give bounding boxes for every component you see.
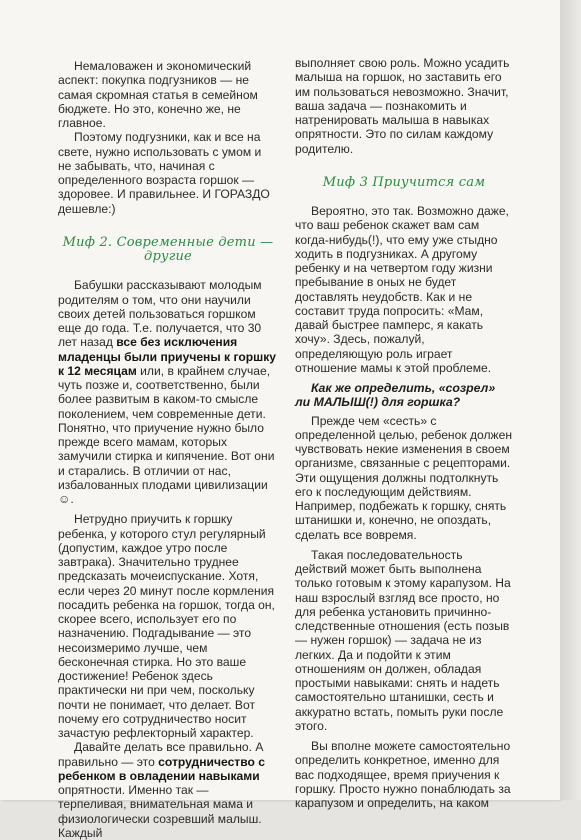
text-span: Бабушки рассказывают молодым родителям о том, что они научили своих детей пользоваться горшком еще до года. Т.е. получается, что 30 лет назад — [58, 278, 262, 350]
text-span: опрятности. Именно так — терпеливая, внимательная мама и физиологически созревший малыш. Каждый — [58, 783, 262, 840]
paragraph-probably: Вероятно, это так. Возможно даже, что ваш ребенок скажет вам сам когда-нибудь(!), что ему уже стыдно ходить в подгузниках. А другому ребенку и на четвертом году жизни пребывание в оных не будет доставлять неудобств. Как и не составит труда попросить: «Мам, давай быстрее памперс, я какать хочу». Здесь, пожалуй, определяющую роль играет отношение мамы к этой проблеме. — [295, 204, 509, 375]
text-span: или, в крайнем случае, чуть позже и, соответственно, были более развитым в каком-то смысле поколением, чем современные дети. Понятно, что приучение нужно было прежде всего мамам, которых замучили стирка и кипячение. Вот они и старались. В отличии от нас, избалованных плодами цивилизации ☺. — [58, 363, 275, 506]
paragraph-cooperation — [58, 740, 278, 840]
subheading-readiness: Как же определить, «созрел» ли МАЛЫШ(!) для горшка? — [295, 381, 496, 410]
left-column — [58, 59, 278, 840]
paragraph-economic-aspect: Немаловажен и экономический аспект: покупка подгузников — не самая скромная статья в семейном бюджете. Но это, конечно же, не главное. — [58, 59, 258, 130]
paragraph-determine-time: Вы вполне можете самостоятельно определить конкретное, именно для вас подходящее, время приучения к горшку. Просто нужно понаблюдать за карапузом и определить, на каком — [295, 739, 511, 810]
paragraph-role: выполняет свою роль. Можно усадить малыша на горшок, но заставить его им пользоваться невозможно. Значит, ваша задача — познакомить и натренировать малыша в навыках опрятности. Это по силам каждому родителю. — [295, 56, 510, 156]
paragraph-regular-stool: Нетрудно приучить к горшку ребенка, у которого стул регулярный (допустим, каждое утро после завтрака). Значительно труднее предсказать мочеиспускание. Хотя, если через 20 минут после кормления посадить ребенка на горшок, тогда он, скорее всего, использует его по назначению. Подгадывание — это несоизмеримо лучше, чем бесконечная стирка. Но это ваше достижение! Ребенок здесь практически ни при чем, поскольку почти не понимает, что делает. Вот почему его сотрудничество носит зачастую рефлекторный характер. — [58, 512, 275, 740]
page-edge — [560, 0, 581, 800]
paragraph-use-wisely: Поэтому подгузники, как и все на свете, нужно использовать с умом и не забывать, что, начиная с определенного возраста горшок — здоровее. И правильнее. И ГОРАЗДО дешевле:) — [58, 130, 270, 216]
bold-span: сотрудничество с ребенком в овладении навыками — [58, 754, 265, 783]
text-span: Давайте делать все правильно. А правильно — это — [58, 740, 264, 769]
heading-myth-2: Миф 2. Современные дети — другие — [62, 234, 274, 264]
paragraph-sequence: Такая последовательность действий может быть выполнена только готовым к этому карапузом. На наш взрослый взгляд все просто, но для ребенка установить причинно-следственные отношения (есть позыв — нужен горшок) — задача не из легких. Да и подойти к этим отношениям он должен, обладая простыми навыками: снять и надеть самостоятельно штанишки, сесть и аккуратно встать, помыть руки после этого. — [295, 547, 511, 733]
heading-myth-3: Миф 3 Приучится сам — [322, 174, 486, 190]
bold-span: все без исключения младенцы были приучены к горшку к 12 месяцам — [58, 335, 276, 378]
paragraph-grandmothers — [58, 278, 278, 506]
paragraph-before-sitting: Прежде чем «сесть» с определенной целью, ребенок должен чувствовать некие изменения в своем организме, связанные с рецепторами. Эти ощущения должны подтолкнуть его к последующим действиям. Например, подбежать к горшку, снять штанишки и, конечно, не опоздать, сделать все вовремя. — [295, 413, 513, 542]
right-column — [295, 56, 513, 810]
